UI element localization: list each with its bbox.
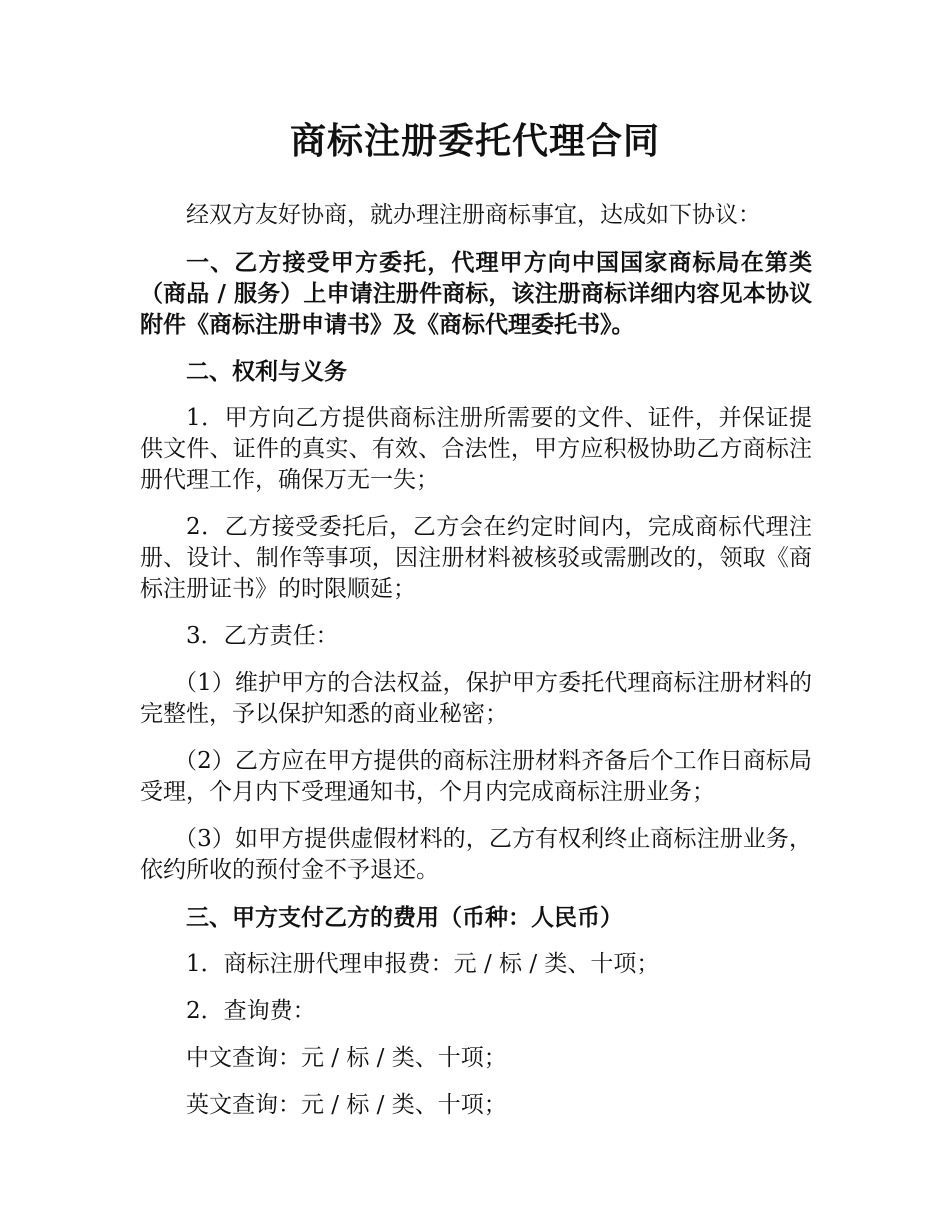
document-body xyxy=(140,200,812,1137)
section-2-item-3-3: （3）如甲方提供虚假材料的，乙方有权利终止商标注册业务，依约所收的预付金不予退还。 xyxy=(140,826,812,883)
section-1-paragraph: 一、乙方接受甲方委托，代理甲方向中国国家商标局在第类（商品 / 服务）上申请注册件商标，该注册商标详细内容见本协议附件《商标注册申请书》及《商标代理委托书》。 xyxy=(140,249,812,338)
section-2-item-3-2: （2）乙方应在甲方提供的商标注册材料齐备后个工作日商标局受理，个月内下受理通知书，个月内完成商标注册业务； xyxy=(140,748,812,805)
section-2-heading: 二、权利与义务 xyxy=(186,358,347,385)
section-2-item-3: 3．乙方责任： xyxy=(186,623,339,649)
section-3-item-1: 1．商标注册代理申报费：元 / 标 / 类、十项； xyxy=(186,951,660,977)
section-3-heading: 三、甲方支付乙方的费用（币种：人民币） xyxy=(186,904,623,931)
section-2-item-1: 1．甲方向乙方提供商标注册所需要的文件、证件，并保证提供文件、证件的真实、有效、合法性，甲方应积极协助乙方商标注册代理工作，确保万无一失； xyxy=(140,405,812,493)
section-3-item-2-chinese: 中文查询：元 / 标 / 类、十项； xyxy=(186,1045,507,1071)
section-2-item-3-1: （1）维护甲方的合法权益，保护甲方委托代理商标注册材料的完整性，予以保护知悉的商业秘密； xyxy=(140,670,812,727)
section-3-item-2: 2．查询费： xyxy=(186,998,316,1024)
section-2-item-2: 2．乙方接受委托后，乙方会在约定时间内，完成商标代理注册、设计、制作等事项，因注册材料被核驳或需删改的，领取《商标注册证书》的时限顺延； xyxy=(140,514,812,602)
intro-paragraph: 经双方友好协商，就办理注册商标事宜，达成如下协议： xyxy=(186,202,761,228)
section-3-item-2-english: 英文查询：元 / 标 / 类、十项； xyxy=(186,1092,507,1118)
page-title: 商标注册委托代理合同 xyxy=(289,120,660,162)
